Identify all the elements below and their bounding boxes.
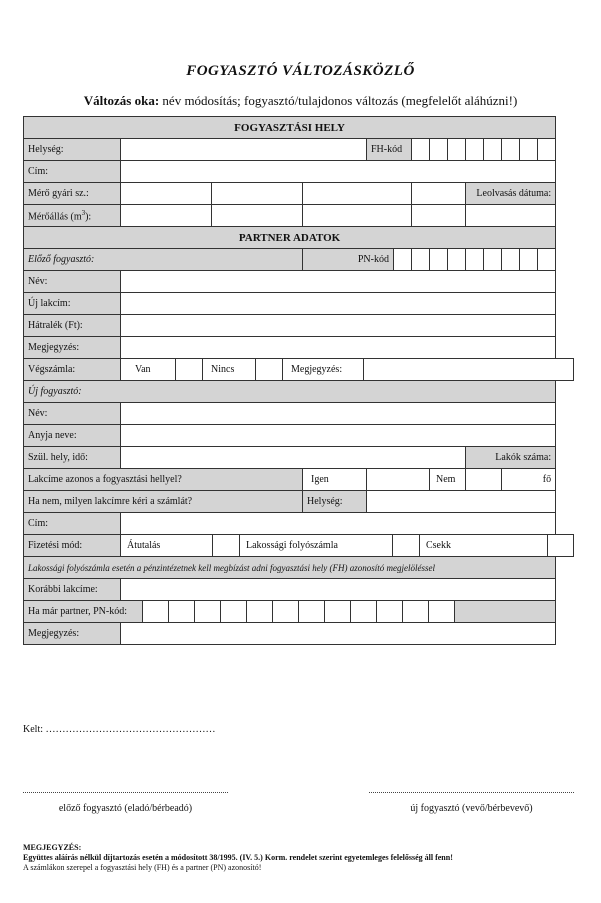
bill-addr-label: Cím:	[24, 513, 121, 535]
mother-name-field[interactable]	[121, 425, 556, 447]
prev-consumer-label: Előző fogyasztó:	[24, 249, 303, 271]
date-place-line[interactable]: Kelt: ……………………………………………	[23, 724, 216, 735]
fh-code-box[interactable]	[520, 139, 538, 161]
bill-city-field[interactable]	[367, 491, 556, 513]
fh-code-box[interactable]	[466, 139, 484, 161]
final-comment-field[interactable]	[121, 623, 556, 645]
pn-code-label: PN-kód	[303, 249, 394, 271]
fh-code-label: FH-kód	[367, 139, 412, 161]
comment-label: Megjegyzés:	[24, 337, 121, 359]
pn-code-box[interactable]	[538, 249, 556, 271]
pn-code-box[interactable]	[299, 601, 325, 622]
meter-reading-label: Mérőállás $(m^3)$:	[24, 205, 121, 227]
notes-block	[23, 843, 453, 873]
same-address-label: Lakcíme azonos a fogyasztási hellyel?	[24, 469, 303, 491]
prev-signature-caption: előző fogyasztó (eladó/bérbeadó)	[58, 803, 193, 814]
new-name-field[interactable]	[121, 403, 556, 425]
existing-partner-row	[24, 601, 556, 623]
igen-label: Igen	[303, 469, 367, 491]
pn-code-box[interactable]	[273, 601, 299, 622]
comment-field[interactable]	[121, 337, 556, 359]
read-date-field[interactable]	[466, 205, 556, 227]
read-date-label: Leolvasás dátuma:	[466, 183, 556, 205]
city-field[interactable]	[121, 139, 367, 161]
meter-serial-field[interactable]	[212, 183, 303, 205]
bill-addr-field[interactable]	[121, 513, 556, 535]
bill-address-label: Ha nem, milyen lakcímre kéri a számlát?	[24, 491, 303, 513]
pn-code-box[interactable]	[502, 249, 520, 271]
pn-code-box[interactable]	[448, 249, 466, 271]
fh-code-box[interactable]	[412, 139, 430, 161]
name-label: Név:	[24, 271, 121, 293]
existing-partner-filler	[455, 601, 556, 622]
change-form-table	[23, 116, 574, 645]
pn-code-box[interactable]	[466, 249, 484, 271]
pn-code-box[interactable]	[377, 601, 403, 622]
meter-reading-field[interactable]	[212, 205, 303, 227]
fo-label: fő	[502, 469, 556, 491]
pn-code-box[interactable]	[351, 601, 377, 622]
nem-box[interactable]	[466, 469, 502, 491]
check-label: Csekk	[420, 535, 548, 556]
birth-label: Szül. hely, idő:	[24, 447, 121, 469]
transfer-box[interactable]	[213, 535, 240, 556]
arrears-label: Hátralék (Ft):	[24, 315, 121, 337]
household-account-label: Lakossági folyószámla	[240, 535, 393, 556]
meter-reading-field[interactable]	[412, 205, 466, 227]
final-comment-label: Megjegyzés:	[24, 623, 121, 645]
address-label: Cím:	[24, 161, 121, 183]
new-address-label: Új lakcím:	[24, 293, 121, 315]
city-label: Helység:	[24, 139, 121, 161]
final-bill-comment-label: Megjegyzés:	[283, 359, 364, 380]
pn-code-box[interactable]	[247, 601, 273, 622]
transfer-label: Átutalás	[121, 535, 213, 556]
new-signature-caption: új fogyasztó (vevő/bérbevevő)	[410, 803, 533, 814]
existing-partner-label: Ha már partner, PN-kód:	[24, 601, 143, 622]
note-joint-signature: Együttes aláírás nélkül díjtartozás esetén a módosított 38/1995. (IV. 5.) Korm. rendelet szerint egyetemleges felelősség áll fenn!	[23, 853, 453, 862]
bill-city-label: Helység:	[303, 491, 367, 513]
birth-field[interactable]	[121, 447, 466, 469]
payment-label: Fizetési mód:	[24, 535, 121, 557]
change-reason-label: Változás oka:	[83, 93, 160, 108]
pn-code-box[interactable]	[169, 601, 195, 622]
section-partner-data: PARTNER ADATOK	[24, 227, 556, 249]
notes-title: MEGJEGYZÉS:	[23, 843, 82, 852]
section-consumption-place: FOGYASZTÁSI HELY	[24, 117, 556, 139]
form-title: FOGYASZTÓ VÁLTOZÁSKÖZLŐ	[186, 63, 415, 79]
meter-serial-field[interactable]	[303, 183, 412, 205]
final-bill-yes-label: Van	[121, 359, 176, 380]
residents-label: Lakók száma:	[466, 447, 556, 469]
prev-address-field[interactable]	[121, 579, 556, 601]
new-address-field[interactable]	[121, 293, 556, 315]
arrears-field[interactable]	[121, 315, 556, 337]
note-identifiers: A számlákon szerepel a fogyasztási hely (FH) és a partner (PN) azonosító!	[23, 863, 262, 872]
prev-name-field[interactable]	[121, 271, 556, 293]
final-bill-comment-field[interactable]	[364, 359, 574, 380]
pn-code-box[interactable]	[412, 249, 430, 271]
household-account-box[interactable]	[393, 535, 420, 556]
final-bill-no-box[interactable]	[256, 359, 283, 380]
final-bill-row	[121, 359, 574, 381]
meter-serial-field[interactable]	[412, 183, 466, 205]
pn-code-box[interactable]	[325, 601, 351, 622]
pn-code-box[interactable]	[143, 601, 169, 622]
new-name-label: Név:	[24, 403, 121, 425]
pn-code-box[interactable]	[430, 249, 448, 271]
payment-row	[121, 535, 574, 557]
fh-code-box[interactable]	[448, 139, 466, 161]
igen-box[interactable]	[367, 469, 430, 491]
pn-code-box[interactable]	[484, 249, 502, 271]
pn-code-box[interactable]	[429, 601, 455, 622]
new-signature-line[interactable]	[369, 792, 574, 793]
fh-code-box[interactable]	[502, 139, 520, 161]
household-account-notice: Lakossági folyószámla esetén a pénzintézetnek kell megbízást adni fogyasztási hely (FH) azonosító megjelöléssel	[24, 557, 556, 579]
mother-name-label: Anyja neve:	[24, 425, 121, 447]
nem-label: Nem	[430, 469, 466, 491]
meter-serial-label: Mérő gyári sz.:	[24, 183, 121, 205]
pn-code-box[interactable]	[520, 249, 538, 271]
meter-serial-field[interactable]	[121, 183, 212, 205]
new-consumer-label: Új fogyasztó:	[24, 381, 556, 403]
fh-code-box[interactable]	[430, 139, 448, 161]
fh-code-box[interactable]	[538, 139, 556, 161]
check-box[interactable]	[548, 535, 574, 556]
meter-reading-field[interactable]	[303, 205, 412, 227]
meter-reading-field[interactable]	[121, 205, 212, 227]
change-reason-text: név módosítás; fogyasztó/tulajdonos változás (megfelelőt aláhúzni!)	[162, 93, 518, 108]
pn-code-box[interactable]	[403, 601, 429, 622]
change-reason	[0, 93, 601, 109]
pn-code-box[interactable]	[394, 249, 412, 271]
address-field[interactable]	[121, 161, 556, 183]
prev-signature-line[interactable]	[23, 792, 228, 793]
pn-code-box[interactable]	[195, 601, 221, 622]
final-bill-no-label: Nincs	[203, 359, 256, 380]
final-bill-yes-box[interactable]	[176, 359, 203, 380]
prev-address-label: Korábbi lakcíme:	[24, 579, 121, 601]
final-bill-label: Végszámla:	[24, 359, 121, 381]
fh-code-box[interactable]	[484, 139, 502, 161]
pn-code-box[interactable]	[221, 601, 247, 622]
